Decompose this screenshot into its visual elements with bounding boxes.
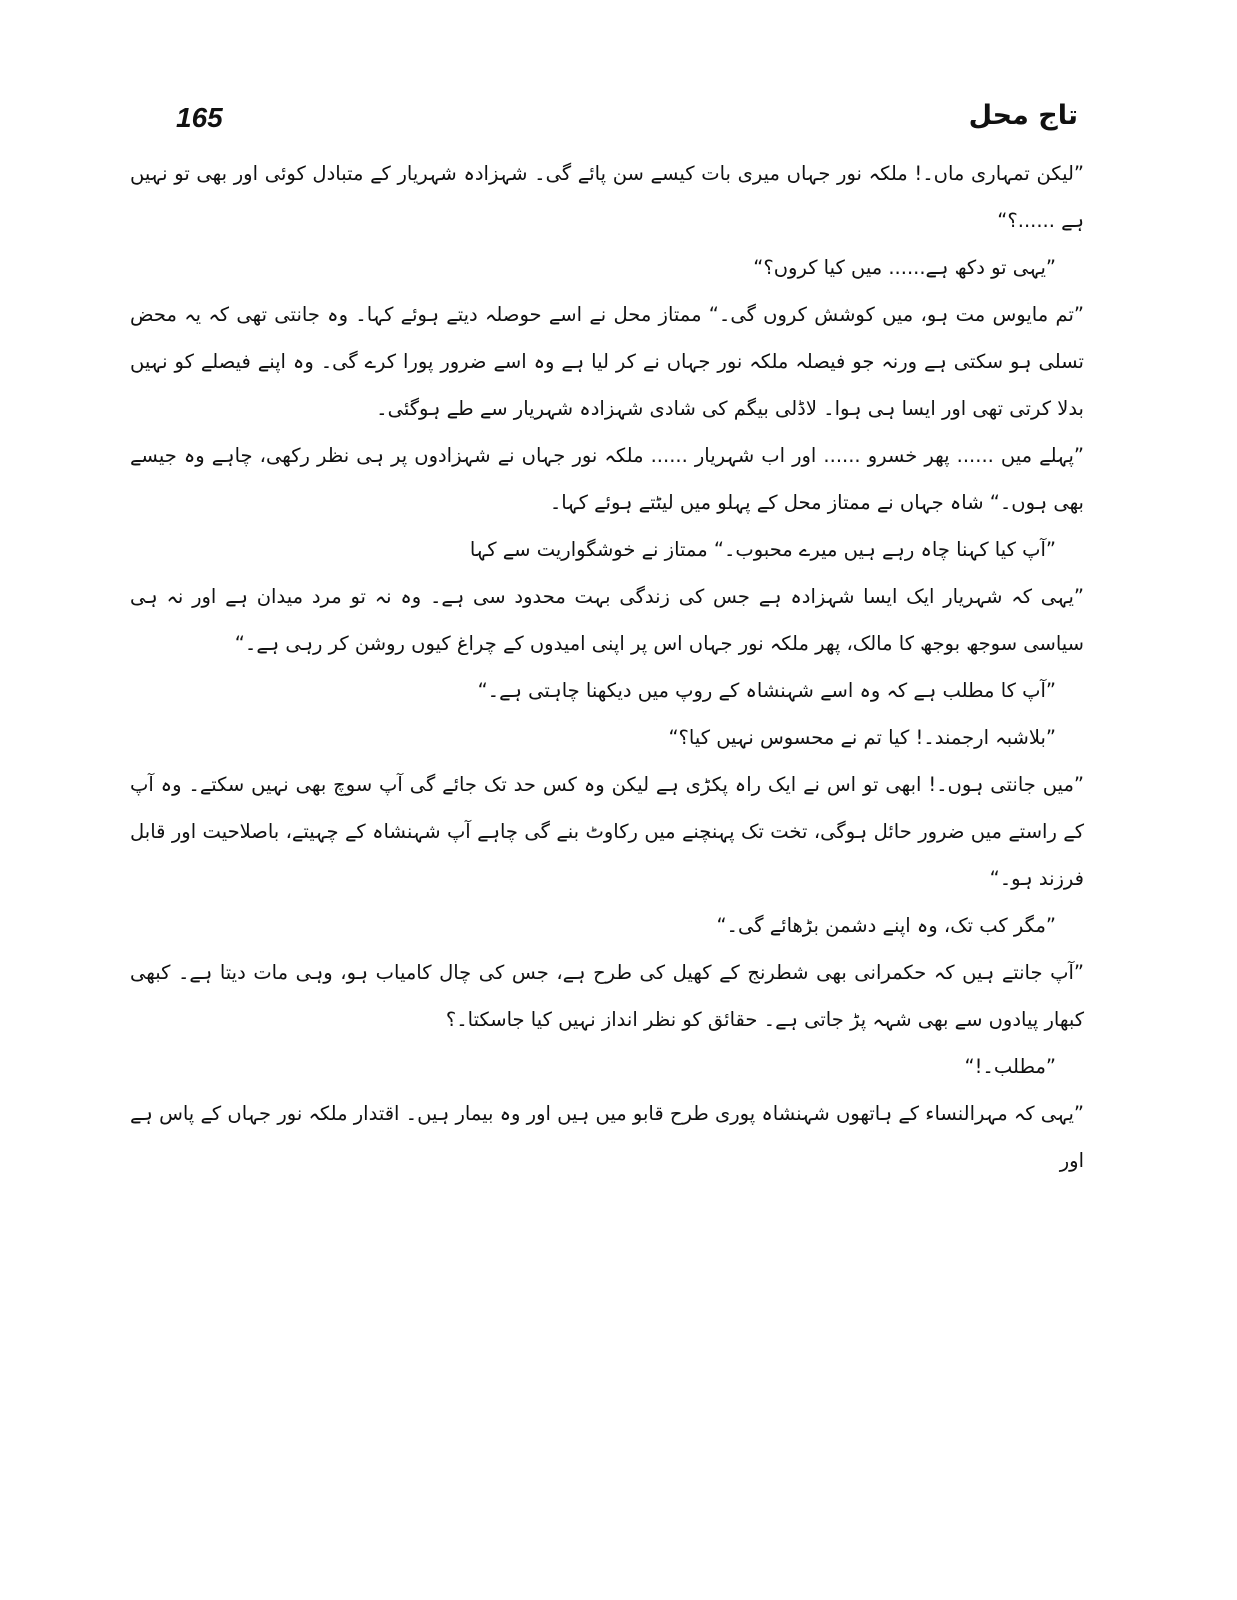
paragraph: ”مطلب۔!“: [964, 1055, 1056, 1078]
paragraph: ”آپ کا مطلب ہے کہ وہ اسے شہنشاہ کے روپ میں دیکھنا چاہتی ہے۔“: [477, 679, 1056, 702]
page-number: 165: [176, 102, 223, 133]
paragraph: ”تم مایوس مت ہو، میں کوشش کروں گی۔“ ممتاز محل نے اسے حوصلہ دیتے ہوئے کہا۔ وہ جانتی تھی کہ یہ محض تسلی ہو سکتی ہے ورنہ جو فیصلہ ملکہ نور جہاں نے کر لیا ہے وہ اسے ضرور پورا کرے گی۔ وہ اپنے فیصلے کو نہیں بدلا کرتی تھی اور ایسا ہی ہوا۔ لاڈلی بیگم کی شادی شہزادہ شہریار سے طے ہوگئی۔: [130, 303, 1084, 420]
book-title: تاج محل: [968, 100, 1078, 131]
paragraph: ”میں جانتی ہوں۔! ابھی تو اس نے ایک راہ پکڑی ہے لیکن وہ کس حد تک جائے گی آپ سوچ بھی نہیں سکتے۔ وہ آپ کے راستے میں ضرور حائل ہوگی، تخت تک پہنچنے میں رکاوٹ بنے گی چاہے آپ شہنشاہ کے چہیتے، باصلاحیت اور قابل فرزند ہو۔“: [130, 773, 1084, 890]
paragraph: ”یہی تو دکھ ہے...... میں کیا کروں؟“: [753, 256, 1056, 279]
page-body: [130, 150, 1084, 1184]
paragraph: ”آپ جانتے ہیں کہ حکمرانی بھی شطرنج کے کھیل کی طرح ہے، جس کی چال کامیاب ہو، وہی مات دیتا ہے۔ کبھی کبھار پیادوں سے بھی شہہ پڑ جاتی ہے۔ حقائق کو نظر انداز نہیں کیا جاسکتا۔؟: [130, 961, 1084, 1031]
paragraph: ”آپ کیا کہنا چاہ رہے ہیں میرے محبوب۔“ ممتاز نے خوشگواریت سے کہا: [469, 538, 1056, 561]
paragraph: ”یہی کہ شہریار ایک ایسا شہزادہ ہے جس کی زندگی بہت محدود سی ہے۔ وہ نہ تو مرد میدان ہے اور نہ ہی سیاسی سوجھ بوجھ کا مالک، پھر ملکہ نور جہاں اس پر اپنی امیدوں کے چراغ کیوں روشن کر رہی ہے۔“: [130, 585, 1084, 655]
paragraph: ”لیکن تمہاری ماں۔! ملکہ نور جہاں میری بات کیسے سن پائے گی۔ شہزادہ شہریار کے متبادل کوئی اور بھی تو نہیں ہے ......؟“: [130, 162, 1084, 232]
paragraph: ”مگر کب تک، وہ اپنے دشمن بڑھائے گی۔“: [716, 914, 1056, 937]
paragraph: ”یہی کہ مہرالنساء کے ہاتھوں شہنشاہ پوری طرح قابو میں ہیں اور وہ بیمار ہیں۔ اقتدار ملکہ نور جہاں کے پاس ہے اور: [130, 1102, 1084, 1172]
paragraph: ”پہلے میں ...... پھر خسرو ...... اور اب شہریار ...... ملکہ نور جہاں نے شہزادوں پر ہی نظر رکھی، چاہے وہ جیسے بھی ہوں۔“ شاہ جہاں نے ممتاز محل کے پہلو میں لیٹتے ہوئے کہا۔: [130, 444, 1084, 514]
paragraph: ”بلاشبہ ارجمند۔! کیا تم نے محسوس نہیں کیا؟“: [668, 726, 1056, 749]
page-header: [170, 100, 1078, 150]
